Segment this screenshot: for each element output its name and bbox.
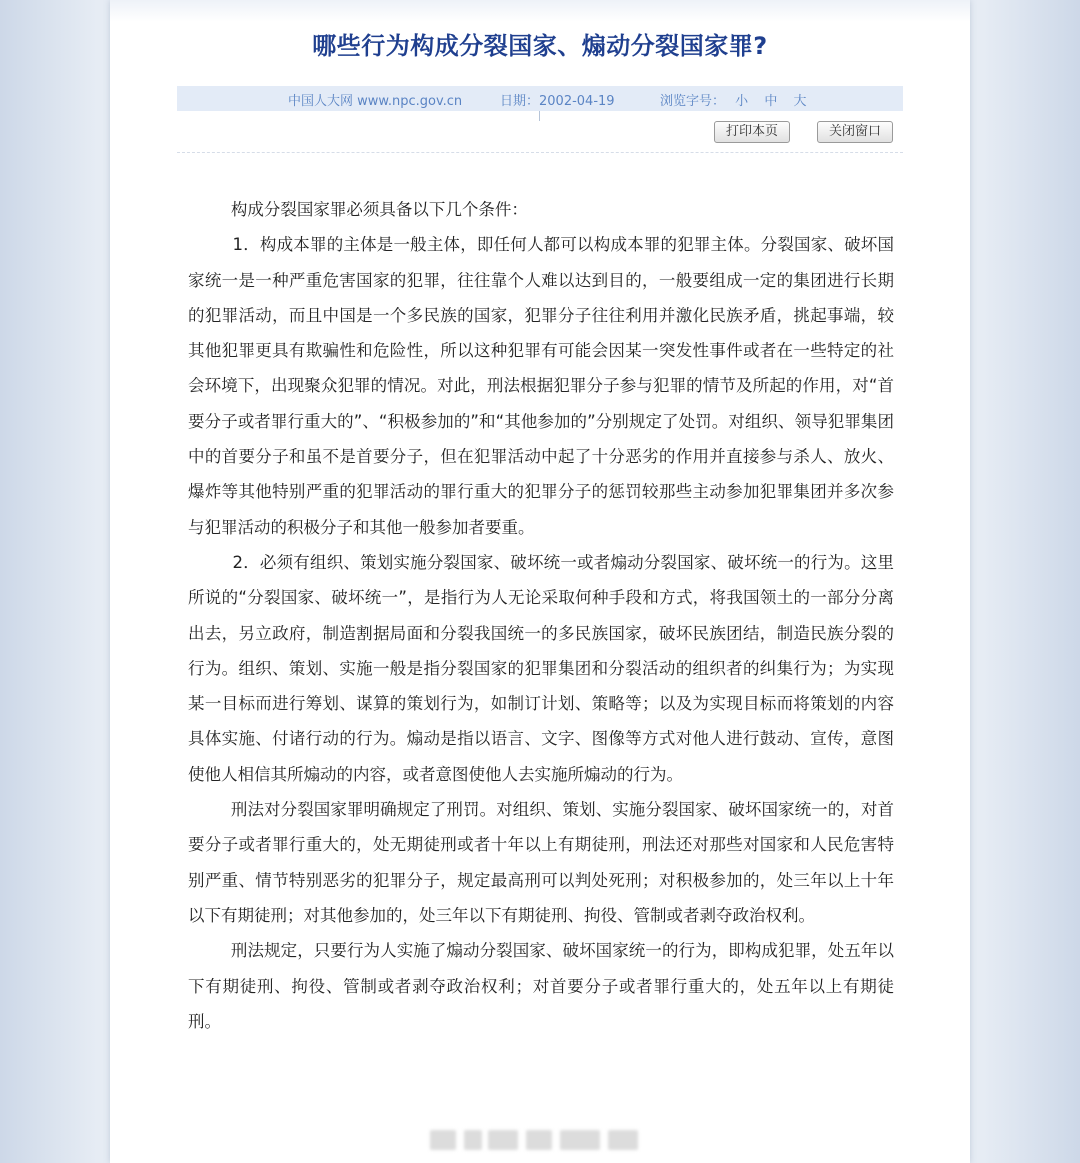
article-sheet [110,0,970,1163]
font-size-label: 浏览字号： [660,94,726,109]
date-label: 日期： [500,94,540,109]
close-window-button[interactable]: 关闭窗口 [817,121,893,143]
paragraph-condition-1: 1．构成本罪的主体是一般主体，即任何人都可以构成本罪的犯罪主体。分裂国家、破坏国家统一是一种严重危害国家的犯罪，往往靠个人难以达到目的，一般要组成一定的集团进行长期的犯罪活动，而且中国是一个多民族的国家，犯罪分子往往利用并激化民族矛盾，挑起事端，较其他犯罪更具有欺骗性和危险性，所以这种犯罪有可能会因某一突发性事件或者在一些特定的社会环境下，出现聚众犯罪的情况。对此，刑法根据犯罪分子参与犯罪的情节及所起的作用，对“首要分子或者罪行重大的”、“积极参加的”和“其他参加的”分别规定了处罚。对组织、领导犯罪集团中的首要分子和虽不是首要分子，但在犯罪活动中起了十分恶劣的作用并直接参与杀人、放火、爆炸等其他特别严重的犯罪活动的罪行重大的犯罪分子的惩罚较那些主动参加犯罪集团并多次参与犯罪活动的积极分子和其他一般参加者要重。 [188,235,894,537]
paragraph-condition-2: 2．必须有组织、策划实施分裂国家、破坏统一或者煽动分裂国家、破坏统一的行为。这里所说的“分裂国家、破坏统一”，是指行为人无论采取何种手段和方式，将我国领土的一部分分离出去，另立政府，制造割据局面和分裂我国统一的多民族国家，破坏民族团结，制造民族分裂的行为。组织、策划、实施一般是指分裂国家的犯罪集团和分裂活动的组织者的纠集行为；为实现某一目标而进行筹划、谋算的策划行为，如制订计划、策略等；以及为实现目标而将策划的内容具体实施、付诸行动的行为。煽动是指以语言、文字、图像等方式对他人进行鼓动、宣传，意图使他人相信其所煽动的内容，或者意图使他人去实施所煽动的行为。 [188,552,894,784]
article-body [188,192,894,1039]
print-page-button[interactable]: 打印本页 [714,121,790,143]
paragraph-penalty-incite: 刑法规定，只要行为人实施了煽动分裂国家、破坏国家统一的行为，即构成犯罪，处五年以下有期徒刑、拘役、管制或者剥夺政治权利；对首要分子或者罪行重大的，处五年以上有期徒刑。 [188,941,894,1031]
page-title: 哪些行为构成分裂国家、煽动分裂国家罪? [312,32,768,60]
paragraph-intro: 构成分裂国家罪必须具备以下几个条件： [230,200,528,219]
publish-date [500,90,615,109]
font-size-large[interactable]: 大 [793,94,807,109]
sheet-top-fade [110,0,970,22]
font-size-small[interactable]: 小 [735,94,749,109]
font-size-medium[interactable]: 中 [764,94,778,109]
font-size-selector [660,90,812,109]
date-value: 2002-04-19 [539,94,615,109]
source-site: 中国人大网 www.npc.gov.cn [288,94,463,109]
paragraph-penalty-split: 刑法对分裂国家罪明确规定了刑罚。对组织、策划、实施分裂国家、破坏国家统一的，对首要分子或者罪行重大的，处无期徒刑或者十年以上有期徒刑，刑法还对那些对国家和人民危害特别严重、情节特别恶劣的犯罪分子，规定最高刑可以判处死刑；对积极参加的，处三年以上十年以下有期徒刑；对其他参加的，处三年以下有期徒刑、拘役、管制或者剥夺政治权利。 [188,800,894,925]
separator-line [177,152,903,153]
meta-divider [539,111,540,121]
blurred-watermark [430,1122,640,1156]
